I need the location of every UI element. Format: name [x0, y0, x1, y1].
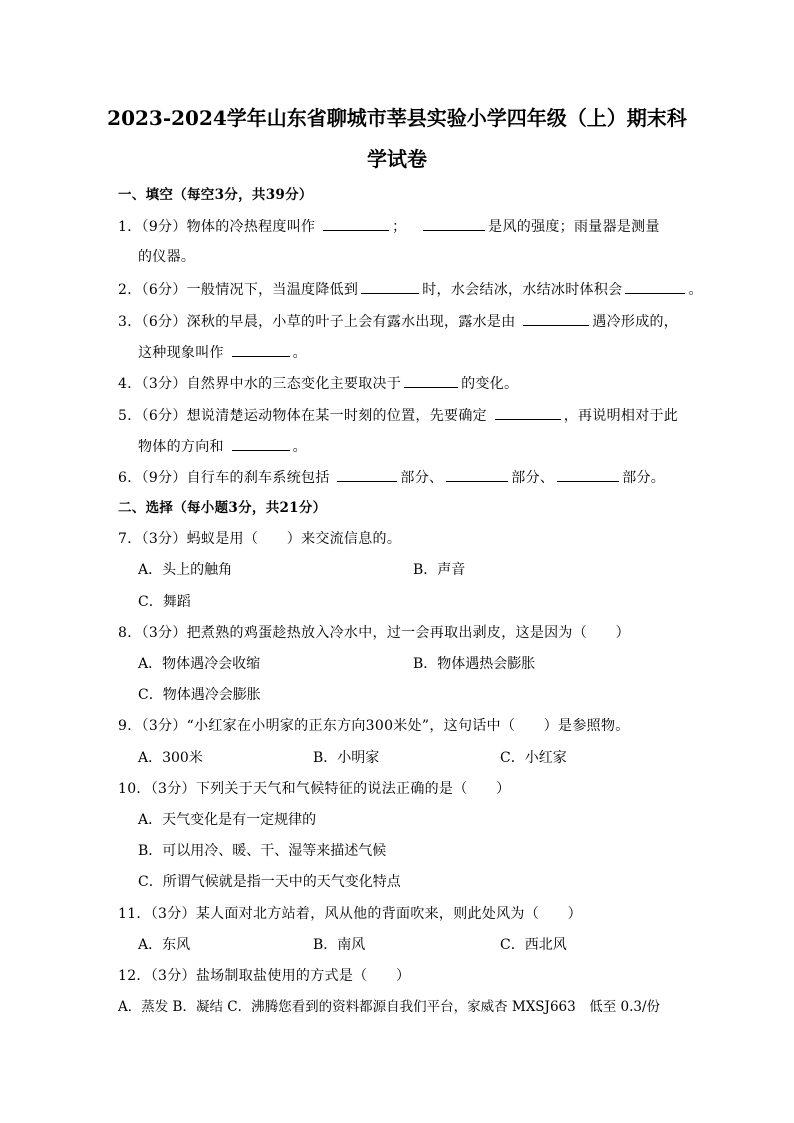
- exam-title-line-2: 学试卷: [367, 147, 427, 171]
- option-a[interactable]: A．300米: [138, 750, 203, 766]
- question-2: [118, 280, 703, 299]
- question-text: 下列关于天气和气候特征的说法正确的是（ ）: [195, 781, 511, 797]
- answer-blank[interactable]: [523, 312, 589, 326]
- question-number: 3．: [118, 314, 142, 330]
- option-c[interactable]: C．小红家: [500, 750, 567, 766]
- question-number: 9．: [118, 718, 142, 734]
- question-text: ；: [392, 219, 407, 235]
- answer-blank[interactable]: [323, 217, 389, 231]
- question-3-continued: [138, 343, 307, 362]
- question-score: （3分）: [141, 376, 187, 392]
- question-8: [118, 624, 630, 642]
- option-a[interactable]: A．天气变化是有一定规律的: [138, 812, 317, 828]
- question-text: 物体的方向和: [138, 439, 224, 455]
- answer-blank[interactable]: [232, 437, 290, 451]
- question-number: 6．: [118, 470, 142, 486]
- question-text: 。: [292, 439, 307, 455]
- question-4: [118, 374, 518, 393]
- question-text: 某人面对北方站着，风从他的背面吹来，则此处风为（ ）: [195, 906, 582, 922]
- question-12: [118, 967, 410, 985]
- option-b[interactable]: B．南风: [313, 937, 366, 953]
- option-c[interactable]: C．舞蹈: [138, 594, 191, 610]
- option-b[interactable]: B．声音: [413, 562, 466, 578]
- question-score: （9分）: [141, 470, 187, 486]
- answer-blank[interactable]: [446, 468, 508, 482]
- question-score: （3分）: [141, 625, 187, 641]
- question-score: （6分）: [141, 282, 187, 298]
- question-score: （3分）: [141, 718, 187, 734]
- question-score: （6分）: [141, 408, 187, 424]
- question-score: （6分）: [141, 314, 187, 330]
- question-score: （9分）: [141, 219, 187, 235]
- question-number: 11．: [118, 906, 151, 922]
- question-number: 2．: [118, 282, 142, 298]
- option-a[interactable]: A．头上的触角: [138, 562, 233, 578]
- question-text: 想说清楚运动物体在某一时刻的位置，先要确定: [186, 408, 487, 424]
- question-score: （3分）: [150, 906, 196, 922]
- answer-blank[interactable]: [404, 374, 458, 388]
- section-heading-fill-blank: 一、填空（每空3分，共39分）: [118, 187, 313, 203]
- question-11: [118, 905, 582, 923]
- question-number: 10．: [118, 781, 151, 797]
- option-c[interactable]: C．物体遇冷会膨胀: [138, 687, 261, 703]
- question-number: 1．: [118, 219, 142, 235]
- answer-blank[interactable]: [337, 468, 397, 482]
- question-number: 8．: [118, 625, 142, 641]
- question-3: [118, 312, 678, 331]
- question-text: 时，水会结冰，水结冰时体积会: [422, 282, 623, 298]
- question-5: [118, 406, 678, 425]
- question-10: [118, 780, 510, 798]
- question-5-continued: [138, 437, 307, 456]
- question-1-continued: 的仪器。: [138, 249, 196, 265]
- question-number: 5．: [118, 408, 142, 424]
- answer-blank[interactable]: [625, 280, 685, 294]
- question-score: （3分）: [150, 968, 196, 984]
- answer-blank[interactable]: [423, 217, 485, 231]
- option-a[interactable]: A．东风: [138, 937, 191, 953]
- exam-title-line-1: 2023-2024学年山东省聊城市莘县实验小学四年级（上）期末科: [107, 106, 687, 130]
- question-text: 。: [292, 345, 307, 361]
- question-text: 这种现象叫作: [138, 345, 224, 361]
- option-b[interactable]: B．可以用冷、暖、干、湿等来描述气候: [138, 843, 387, 859]
- answer-blank[interactable]: [232, 343, 290, 357]
- question-number: 7．: [118, 531, 142, 547]
- question-text: 自然界中水的三态变化主要取决于: [186, 376, 402, 392]
- question-text: 。: [688, 282, 703, 298]
- question-text: 蚂蚁是用（ ）来交流信息的。: [186, 531, 402, 547]
- question-number: 4．: [118, 376, 142, 392]
- option-b[interactable]: B．小明家: [313, 750, 380, 766]
- question-text: 的变化。: [461, 376, 519, 392]
- question-text: 物体的冷热程度叫作: [186, 219, 316, 235]
- question-12-options[interactable]: A．蒸发 B．凝结 C．沸腾您看到的资料都源自我们平台，家威杏 MXSJ663 低至 0.3/份: [118, 999, 661, 1015]
- question-text: 部分、: [511, 470, 555, 486]
- question-text: 一般情况下，当温度降低到: [186, 282, 359, 298]
- option-b[interactable]: B．物体遇热会膨胀: [413, 656, 536, 672]
- question-text: 部分、: [400, 470, 444, 486]
- question-text: 深秋的早晨，小草的叶子上会有露水出现，露水是由: [186, 314, 516, 330]
- option-a[interactable]: A．物体遇冷会收缩: [138, 656, 261, 672]
- question-6: [118, 468, 665, 487]
- question-score: （3分）: [141, 531, 187, 547]
- question-text: 把煮熟的鸡蛋趁热放入冷水中，过一会再取出剥皮，这是因为（ ）: [186, 625, 630, 641]
- question-number: 12．: [118, 968, 151, 984]
- option-c[interactable]: C．所谓气候就是指一天中的天气变化特点: [138, 874, 401, 890]
- question-text: 遇冷形成的，: [592, 314, 679, 330]
- option-c[interactable]: C．西北风: [500, 937, 567, 953]
- question-text: 是风的强度；雨量器是测量: [488, 219, 660, 235]
- question-9: [118, 717, 630, 735]
- question-1: [118, 217, 660, 236]
- answer-blank[interactable]: [361, 280, 419, 294]
- answer-blank[interactable]: [495, 406, 561, 420]
- question-text: 部分。: [622, 470, 666, 486]
- answer-blank[interactable]: [557, 468, 619, 482]
- question-text: 盐场制取盐使用的方式是（ ）: [195, 968, 411, 984]
- question-text: 自行车的刹车系统包括: [186, 470, 330, 486]
- section-heading-multiple-choice: 二、选择（每小题3分，共21分）: [118, 500, 327, 516]
- question-text: ，再说明相对于此: [563, 408, 679, 424]
- question-score: （3分）: [150, 781, 196, 797]
- question-text: “小红家在小明家的正东方向300米处”，这句话中（ ）是参照物。: [186, 718, 630, 734]
- question-7: [118, 530, 401, 548]
